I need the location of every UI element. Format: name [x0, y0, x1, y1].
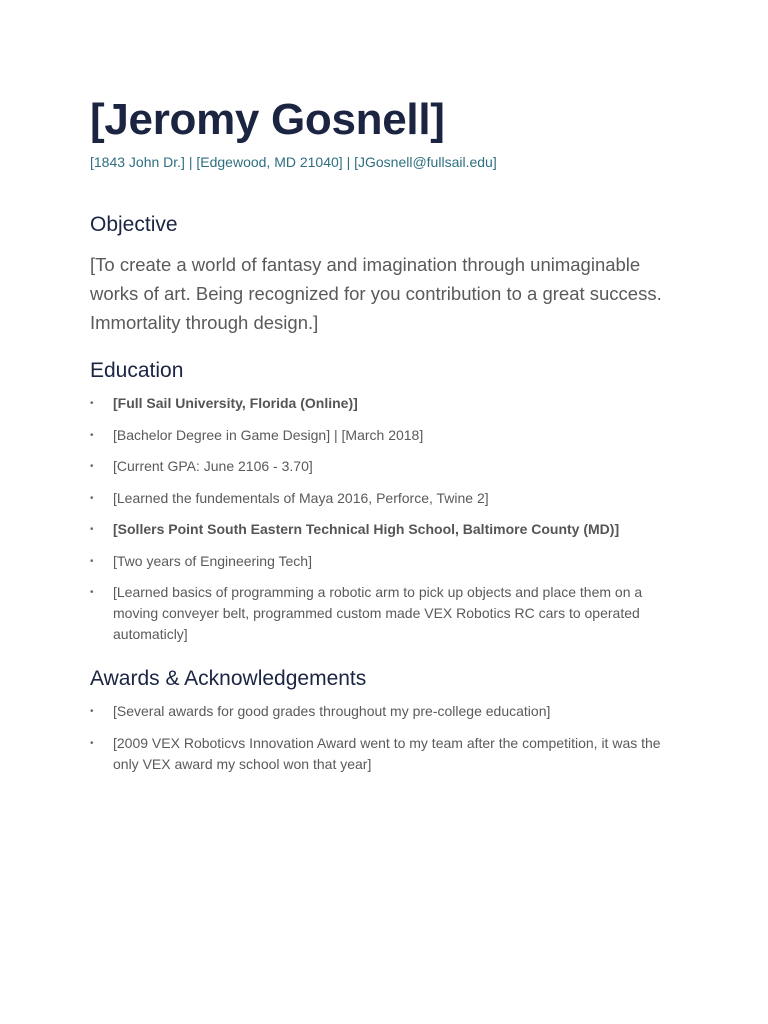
education-item	[90, 551, 668, 572]
resume-name: [Jeromy Gosnell]	[90, 95, 445, 144]
education-item-text: [Sollers Point South Eastern Technical High School, Baltimore County (MD)]	[113, 521, 620, 537]
education-item	[90, 488, 668, 509]
education-item-text: [Bachelor Degree in Game Design] | [March 2018]	[113, 426, 424, 443]
bullet-icon: •	[90, 461, 94, 472]
bullet-icon: •	[90, 429, 94, 441]
education-list	[90, 393, 690, 645]
award-item-text: [2009 VEX Roboticvs Innovation Award went to my team after the competition, it was the only VEX award my school won that year]	[113, 734, 661, 772]
bullet-icon: •	[90, 737, 94, 749]
education-item-text: [Current GPA: June 2106 - 3.70]	[113, 458, 313, 474]
education-item-text: [Learned the fundementals of Maya 2016, Perforce, Twine 2]	[113, 489, 489, 506]
award-item	[90, 733, 668, 775]
bullet-icon: •	[90, 398, 94, 409]
education-item-text: [Two years of Engineering Tech]	[113, 552, 312, 569]
objective-text: [To create a world of fantasy and imagination through unimaginable works of art. Being recognized for you contribution to a great success. Immortality through design.]	[90, 254, 662, 333]
education-item	[90, 425, 668, 446]
bullet-icon: •	[90, 492, 94, 504]
education-item-text: [Full Sail University, Florida (Online)]	[113, 395, 358, 411]
contact-info: [1843 John Dr.] | [Edgewood, MD 21040] | [JGosnell@fullsail.edu]	[90, 154, 497, 170]
bullet-icon: •	[90, 587, 94, 598]
education-item-text: [Learned basics of programming a robotic arm to pick up objects and place them on a moving conveyer belt, programmed custom made VEX Robotics RC cars to operated automaticly]	[113, 584, 643, 642]
resume-page	[90, 96, 690, 785]
award-item-text: [Several awards for good grades throughout my pre-college education]	[113, 703, 551, 719]
education-item	[90, 456, 668, 477]
education-item	[90, 519, 668, 540]
awards-heading: Awards & Acknowledgements	[90, 667, 367, 690]
bullet-icon: •	[90, 706, 94, 717]
award-item	[90, 701, 668, 722]
bullet-icon: •	[90, 524, 94, 535]
education-item	[90, 393, 668, 414]
education-heading: Education	[90, 359, 184, 382]
education-item	[90, 582, 668, 645]
awards-list	[90, 701, 690, 775]
objective-heading: Objective	[90, 213, 178, 236]
bullet-icon: •	[90, 555, 94, 567]
